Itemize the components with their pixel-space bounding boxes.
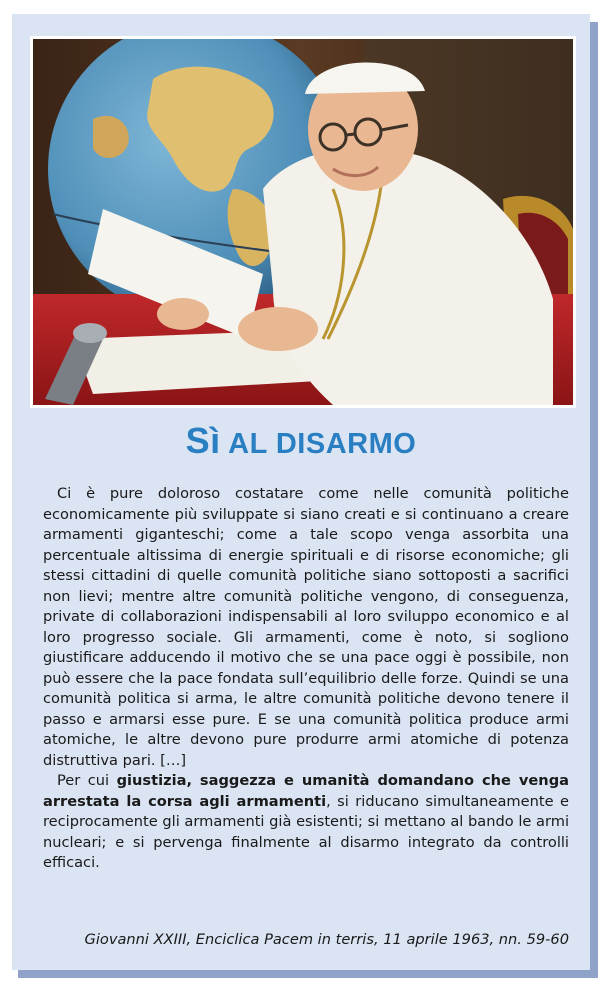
citation: Giovanni XXIII, Enciclica Pacem in terris, 11 aprile 1963, nn. 59-60 [84,931,569,948]
title-first-word: Sì [185,420,221,461]
article-card [12,14,590,970]
body-paragraph-2 [43,771,569,874]
article-title [12,420,590,462]
title-rest: AL DISARMO [220,428,417,460]
photo-illustration [33,39,573,405]
article-body [43,484,569,874]
body-paragraph-2-end: , si riducano simultaneamente e reciprocamente gli armamenti già esistenti; si mettano al bando le armi nucleari; e si pervenga finalmente al disarmo integrato da controlli efficaci. [43,792,569,871]
body-paragraph-2-start: Per cui [57,772,117,789]
body-paragraph-1: Ci è pure doloroso costatare come nelle comunità politiche economicamente più sviluppate si siano creati e si continuano a creare armamenti giganteschi; come a tale scopo venga assorbita una percentuale altissima di energie spirituali e di risorse economiche; gli stessi cittadini di quelle comunità politiche siano sottoposti a sacrifici non lievi; mentre altre comunità politiche vengono, di conseguenza, private di collaborazioni indispensabili al loro sviluppo economico e al loro progresso sociale. Gli armamenti, come è noto, si sogliono giustificare adducendo il motivo che se una pace oggi è possibile, non può essere che la pace fondata sull’equilibrio delle forze. Quindi se una comunità politica si arma, le altre comunità politiche devono tenere il passo e armarsi esse pure. E se una comunità politica produce armi atomiche, le altre devono pure produrre armi atomiche di potenza distruttiva pari. […] [43,485,569,769]
body-paragraph-2-bold: giustizia, saggezza e umanità domandano che venga arrestata la corsa agli armamenti [43,772,569,810]
photo-pope-at-desk [30,36,576,408]
